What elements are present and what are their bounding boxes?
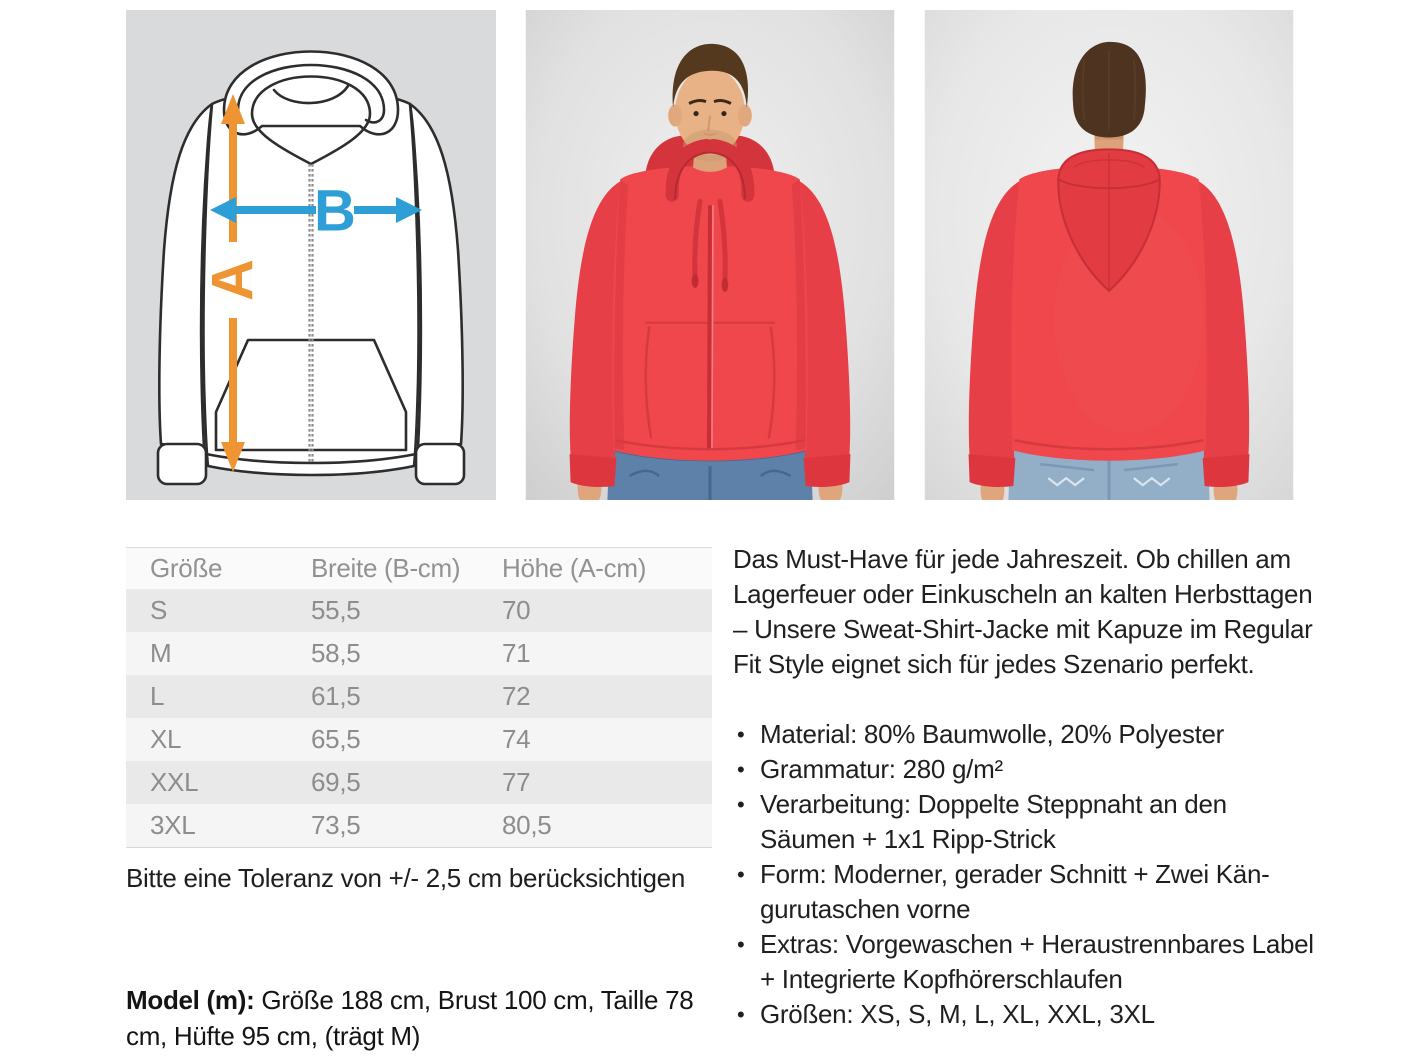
- list-item: • Extras: Vorgewaschen + Heraustrennbares Label + Integrierte Kopfhörerschlaufen: [737, 929, 1314, 994]
- front-photo-illustration: [525, 10, 895, 500]
- back-photo-illustration: [924, 10, 1294, 500]
- hoodie-measure-diagram-image: [126, 10, 496, 500]
- description-intro: Das Must-Have für jede Jahreszeit. Ob chillen am Lagerfeuer oder Einkuscheln an kalten Herbsttagen – Unsere Sweat-Shirt-Jacke mit Kapuze im Regular Fit Style eignet sich für jedes Szenario perfekt.: [733, 544, 1313, 679]
- col-header-breite: Breite (B-cm): [287, 548, 478, 590]
- table-row: S 55,5 70: [126, 589, 712, 632]
- measure-label-a: A: [200, 259, 266, 301]
- model-info: [126, 982, 726, 1054]
- table-row: L 61,5 72: [126, 675, 712, 718]
- product-photo-back: [924, 10, 1294, 500]
- size-info-column: [126, 547, 726, 1054]
- model-info-text: Größe 188 cm, Brust 100 cm, Taille 78 cm, Hüfte 95 cm, (trägt M): [126, 985, 694, 1051]
- table-row: XXL 69,5 77: [126, 761, 712, 804]
- list-item: • Grammatur: 280 g/m²: [733, 752, 1318, 787]
- table-row: M 58,5 71: [126, 632, 712, 675]
- list-item: • Verarbeitung: Doppelte Steppnaht an den Säumen + 1x1 Ripp-Strick: [737, 789, 1227, 854]
- size-table-header-row: [126, 548, 712, 590]
- list-item: • Größen: XS, S, M, L, XL, XXL, 3XL: [733, 997, 1318, 1032]
- list-item: • Form: Moderner, gerader Schnitt + Zwei Kängurutaschen vorne: [737, 859, 1270, 924]
- table-row: 3XL 73,5 80,5: [126, 804, 712, 848]
- measure-label-b: B: [314, 178, 356, 244]
- col-header-groesse: Größe: [126, 548, 287, 590]
- product-media-row: [126, 10, 1294, 500]
- product-description: [733, 542, 1318, 1032]
- bullet-dot: •: [737, 862, 745, 887]
- tolerance-note: Bitte eine Toleranz von +/- 2,5 cm berücksichtigen: [126, 863, 685, 893]
- list-item: • Material: 80% Baumwolle, 20% Polyester: [733, 717, 1318, 752]
- bullet-dot: •: [737, 1002, 745, 1027]
- bullet-dot: •: [737, 792, 745, 817]
- product-photo-front: [525, 10, 895, 500]
- bullet-dot: •: [737, 722, 745, 747]
- size-measurement-diagram: [126, 10, 496, 500]
- bullet-dot: •: [737, 932, 745, 957]
- bullet-dot: •: [737, 757, 745, 782]
- size-table: [126, 547, 712, 848]
- table-row: XL 65,5 74: [126, 718, 712, 761]
- model-info-label: Model (m):: [126, 985, 255, 1015]
- feature-list: [733, 717, 1318, 1032]
- col-header-hoehe: Höhe (A-cm): [478, 548, 712, 590]
